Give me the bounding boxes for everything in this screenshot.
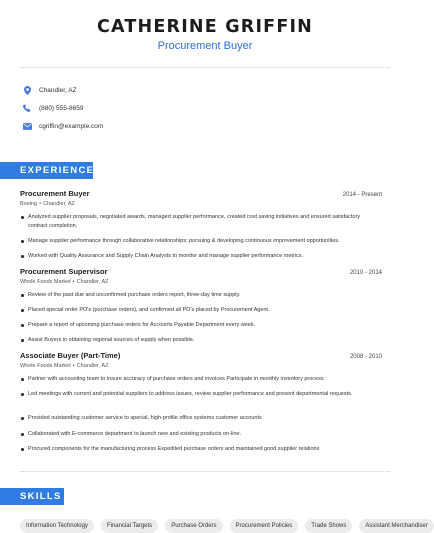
divider xyxy=(20,471,390,472)
divider xyxy=(20,67,390,68)
skill-tag: Assistant Merchandiser xyxy=(359,519,433,533)
phone-text: (880) 555-8659 xyxy=(39,104,84,112)
experience-section-header xyxy=(0,162,93,179)
company-name: Whole Foods Market xyxy=(20,279,71,285)
skill-tag: Financial Targets xyxy=(101,519,158,533)
company-location: Chandler, AZ xyxy=(76,363,109,369)
company-name: Whole Foods Market xyxy=(20,363,71,369)
list-item: Assist Buyers in obtaining regional sources of supply when possible. xyxy=(20,336,370,345)
skills-section-header xyxy=(0,488,64,505)
skill-tag: Trade Shows xyxy=(305,519,352,533)
skill-tag: Information Technology xyxy=(20,519,94,533)
company-location: Chandler, AZ xyxy=(76,279,109,285)
email-icon xyxy=(22,121,32,131)
list-item: Procured components for the manufacturing process Expedited purchase orders and maintained good supplier relations xyxy=(20,445,370,454)
email-text: cgriffin@example.com xyxy=(39,122,104,130)
location-text: Chandler, AZ xyxy=(39,86,77,94)
list-item: Review of the past due and unconfirmed purchase orders report, three-day time supply. xyxy=(20,291,370,300)
skills-heading: SKILLS xyxy=(20,491,62,502)
job-entry xyxy=(20,267,382,285)
list-item: Placed special order PO's (purchase orders), and confirmed all PO's placed by Procurement Agent. xyxy=(20,306,370,315)
job-title: Procurement Buyer xyxy=(20,189,90,198)
list-item: Provided outstanding customer service to special, high-profile office systems customer accounts xyxy=(20,414,370,423)
job-dates: 2010 - 2014 xyxy=(349,270,382,276)
job-entry xyxy=(20,351,382,369)
skill-tag: Purchase Orders xyxy=(165,519,222,533)
job-title: Associate Buyer (Part-Time) xyxy=(20,351,121,360)
list-item: Prepare a report of upcoming purchase orders for Accounts Payable Department every week. xyxy=(20,321,370,330)
contact-location xyxy=(22,85,77,95)
separator-dot: • xyxy=(72,363,75,369)
location-pin-icon xyxy=(22,85,32,95)
candidate-name: CATHERINE GRIFFIN xyxy=(96,17,314,37)
job-company xyxy=(20,363,382,369)
skills-list xyxy=(20,519,428,533)
job-company xyxy=(20,201,382,207)
list-item: Worked with Quality Assurance and Supply Chain Analysts to monitor and manage supplier performance metrics. xyxy=(20,252,370,261)
list-item: Analyzed supplier proposals, negotiated awards, managed supplier performance, created cost saving initiatives and ensured satisfactory contract completion. xyxy=(20,213,370,230)
job-company xyxy=(20,279,382,285)
contact-phone xyxy=(22,103,83,113)
company-name: Boeing xyxy=(20,201,38,207)
job-dates: 2008 - 2010 xyxy=(349,354,382,360)
separator-dot: • xyxy=(39,201,42,207)
phone-icon xyxy=(22,103,32,113)
job-entry xyxy=(20,189,382,207)
job-title-headline: Procurement Buyer xyxy=(157,40,253,52)
company-location: Chandler, AZ xyxy=(43,201,75,207)
list-item: Partner with accounting team to insure accuracy of purchase orders and invoices Participate in monthly inventory process xyxy=(20,375,370,384)
list-item: Led meetings with current and potential suppliers to address issues, review supplier performance and present departmental requests. xyxy=(20,390,370,399)
job-dates: 2014 - Present xyxy=(342,192,382,198)
list-item: Manage supplier performance through collaborative relationships; pursuing & developing continuous improvement opportunities. xyxy=(20,237,370,246)
contact-email xyxy=(22,121,103,131)
separator-dot: • xyxy=(72,279,75,285)
skill-tag: Procurement Policies xyxy=(230,519,299,533)
list-item: Collaborated with E-commerce department to launch new and existing products on-line. xyxy=(20,430,370,439)
experience-heading: EXPERIENCE xyxy=(20,165,95,176)
job-title: Procurement Supervisor xyxy=(20,267,108,276)
